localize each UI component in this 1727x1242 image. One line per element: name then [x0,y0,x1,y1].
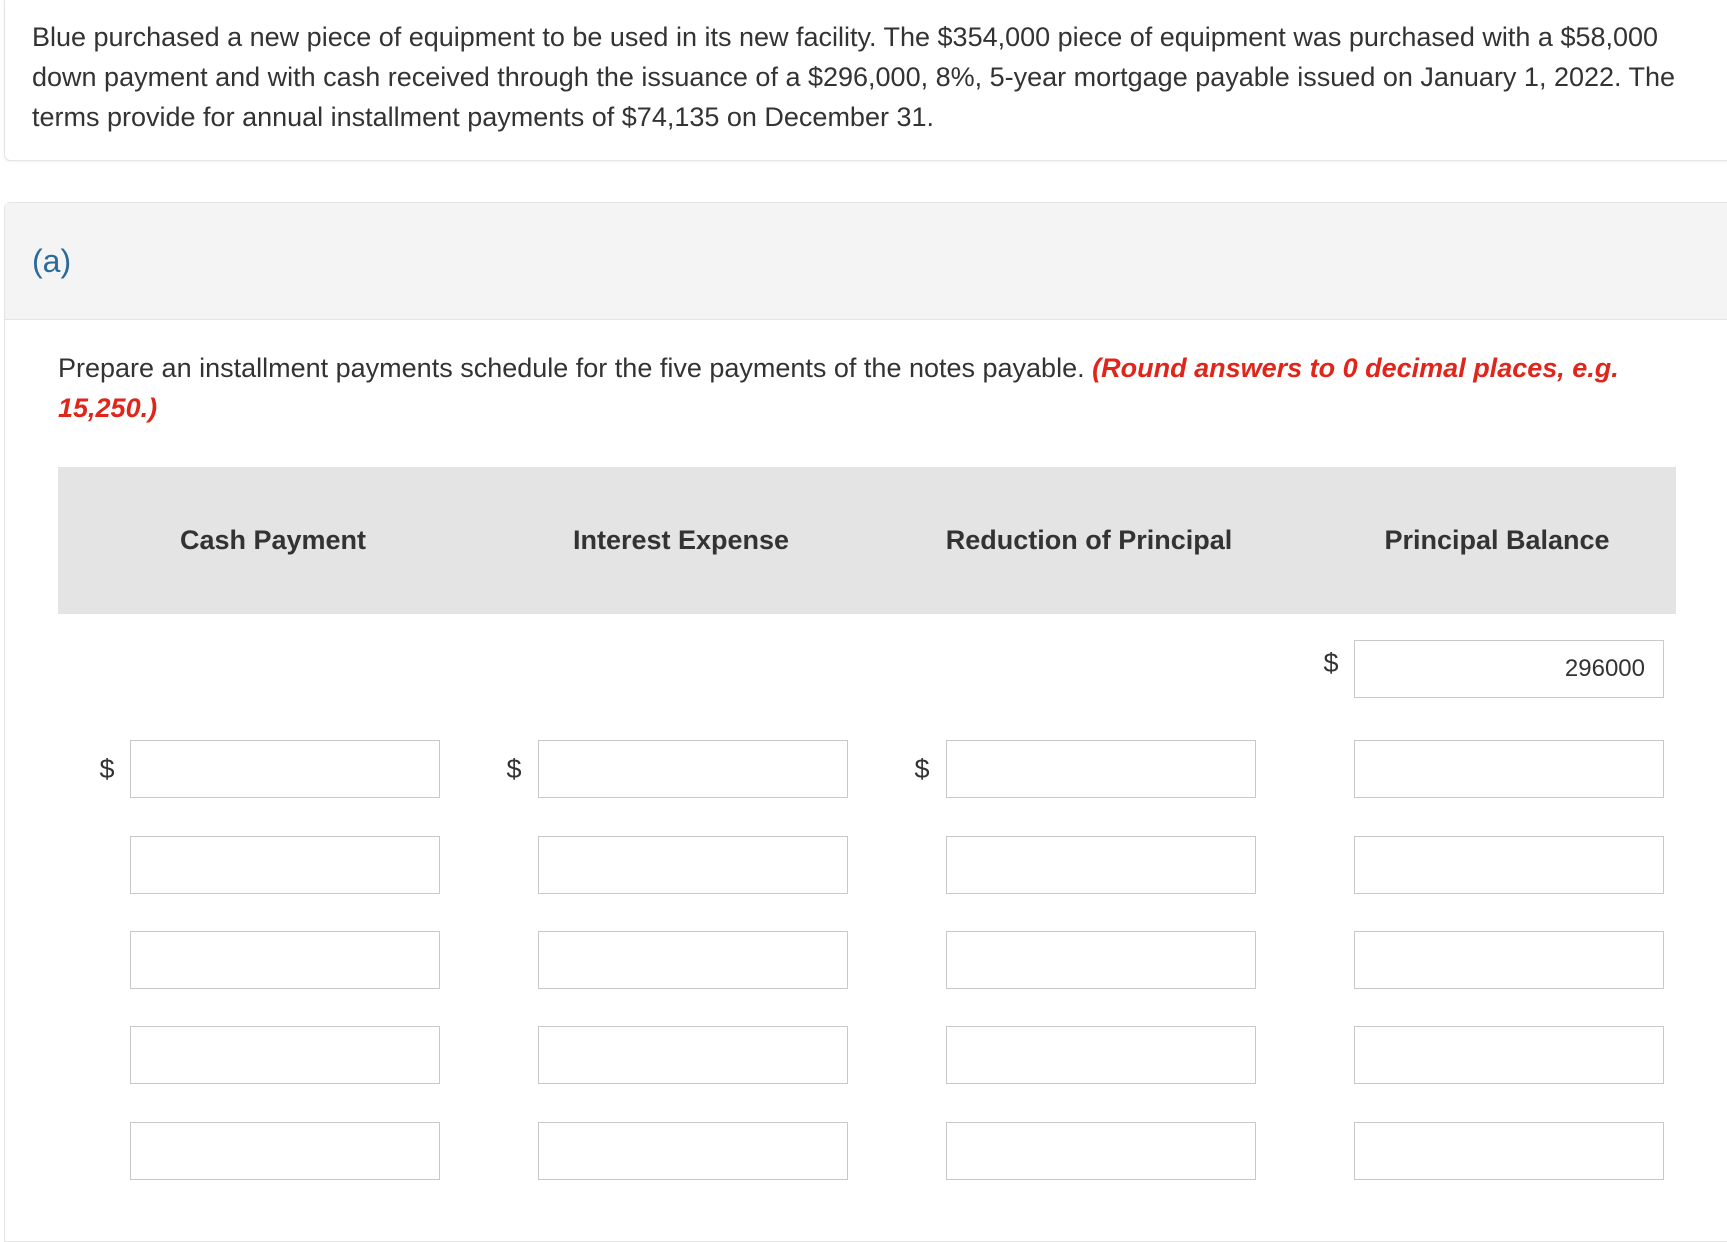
cash-payment-field-3[interactable] [130,931,440,989]
instruction-main: Prepare an installment payments schedule for the five payments of the notes payable. [58,353,1085,383]
interest-expense-field-5[interactable] [538,1122,848,1180]
cash-payment-field-1[interactable] [130,740,440,798]
reduction-of-principal-field-4[interactable] [946,1026,1256,1084]
cash-payment-field-5[interactable] [130,1122,440,1180]
part-header [5,203,1727,320]
opening-principal-balance-field[interactable] [1354,640,1664,698]
part-label: (a) [32,243,72,279]
reduction-of-principal-field-2[interactable] [946,836,1256,894]
question-card [4,0,1727,161]
reduction-of-principal-field-3[interactable] [946,931,1256,989]
principal-balance-field-3[interactable] [1354,931,1664,989]
reduction-of-principal-field-5[interactable] [946,1122,1256,1180]
reduction-of-principal-field-1[interactable] [946,740,1256,798]
dollar-sign: $ [506,754,522,784]
dollar-sign: $ [99,754,115,784]
cash-payment-field-2[interactable] [130,836,440,894]
column-header-interest-expense: Interest Expense [572,525,790,555]
column-header-reduction-of-principal: Reduction of Principal [945,525,1233,555]
column-header-cash-payment: Cash Payment [179,525,367,555]
dollar-sign: $ [1323,648,1339,678]
principal-balance-field-5[interactable] [1354,1122,1664,1180]
principal-balance-field-4[interactable] [1354,1026,1664,1084]
cash-payment-field-4[interactable] [130,1026,440,1084]
interest-expense-field-2[interactable] [538,836,848,894]
schedule-table-header [58,467,1676,614]
rounding-hint: (Round answers to 0 decimal places, e.g. 15,250.) [58,353,1619,423]
column-header-principal-balance: Principal Balance [1384,525,1610,555]
question-text: Blue purchased a new piece of equipment to be used in its new facility. The $354,000 piece of equipment was purchased with a $58,000 down payment and with cash received through the issuance of a $296,000, 8%, 5-year mortgage payable issued on January 1, 2022. The terms provide for annual installment payments of $74,135 on December 31. [32,22,1676,132]
principal-balance-field-1[interactable] [1354,740,1664,798]
interest-expense-field-4[interactable] [538,1026,848,1084]
dollar-sign: $ [914,754,930,784]
instruction-text [58,348,1658,428]
interest-expense-field-1[interactable] [538,740,848,798]
principal-balance-field-2[interactable] [1354,836,1664,894]
interest-expense-field-3[interactable] [538,931,848,989]
